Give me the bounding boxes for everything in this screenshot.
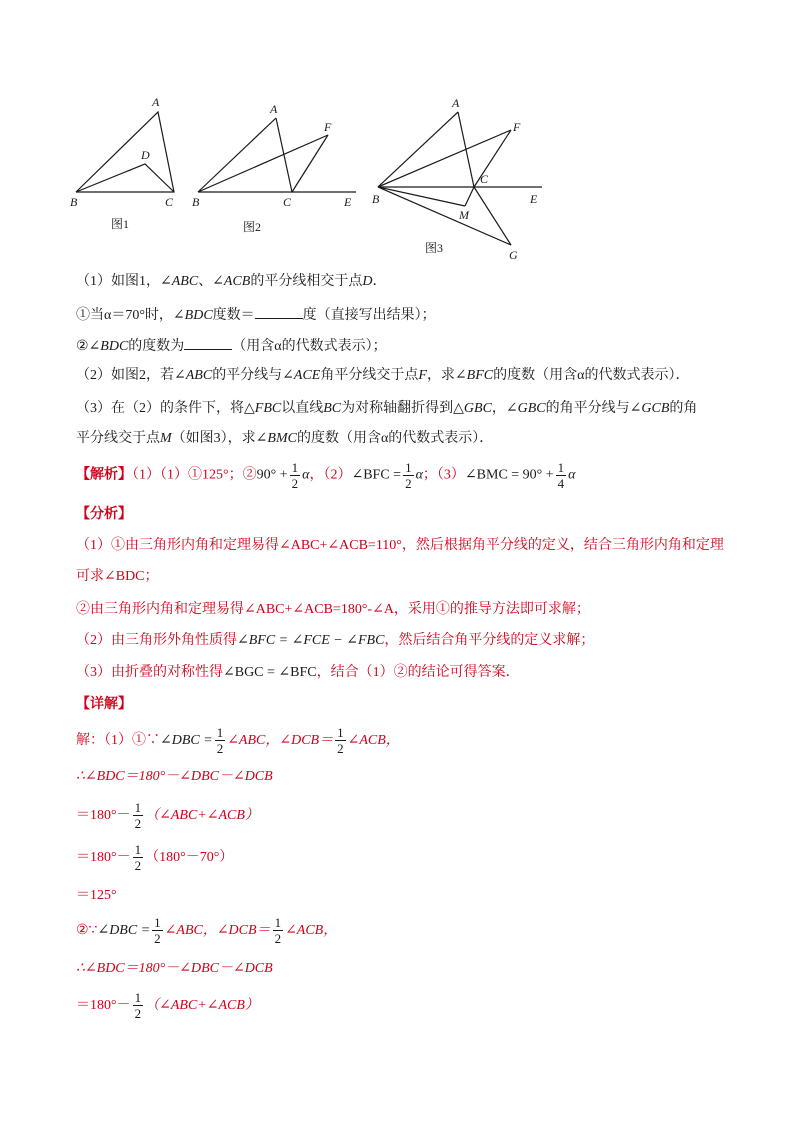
text: （2）如图2，若∠ [76,368,186,383]
text: 为对称轴翻折得到△ [341,401,464,416]
text: 的度数为 [128,339,185,354]
math: α [415,467,423,483]
label-g-fig3: G [509,248,518,262]
line-ac-fig2 [276,118,292,192]
numerator: 1 [557,460,565,475]
label-e-fig2: E [344,195,352,209]
label-c-fig2: C [283,195,292,209]
denominator: 2 [134,1006,142,1022]
fraction [335,725,346,756]
text: 的平分线与∠ [212,368,294,383]
denominator: 2 [134,816,142,832]
text: 的角 [669,401,698,416]
fraction [152,915,163,946]
denominator: 2 [154,931,161,947]
question-1-2 [76,335,387,356]
text: ∠ACB， [347,733,400,748]
fraction [403,460,414,491]
line-ba-fig2 [198,118,276,192]
label-c-fig1: C [165,195,174,209]
text: BDC [100,339,129,354]
math: ∠BFC = ∠FCE − ∠FBC [237,633,385,648]
fraction [290,460,301,491]
answer-tag: 【解析】 [76,467,132,483]
detail-line-7: ∴∠BDC＝180°－∠DBC－∠DCB [76,961,273,976]
text: 的度数（用含α的代数式表示）． [296,431,494,446]
label-f-fig2: F [324,120,332,134]
question-1-1 [76,304,436,325]
text: BC [323,401,342,416]
line-bm-fig3 [378,187,465,206]
text: GCB [641,401,670,416]
detail-line-6 [76,915,337,947]
text: ． [372,274,387,289]
caption-fig3: 图3 [425,241,444,255]
fraction [133,842,144,873]
question-1 [76,273,387,291]
math: α [302,467,310,483]
label-b-fig3: B [372,192,380,206]
analysis-line-2: 可求∠BDC； [76,569,159,584]
detail-line-1 [76,725,400,757]
line-ba-fig3 [378,112,458,187]
detail-line-8 [76,990,259,1022]
text: （3）由折叠的对称性得 [76,665,223,680]
answer-blank [255,304,303,319]
text: 以直线 [281,401,324,416]
text: ①当α＝70°时，∠ [76,308,185,323]
numerator: 1 [337,725,344,741]
text: 的度数（用含α的代数式表示）． [493,368,690,383]
text: （如图3），求∠ [171,431,268,446]
label-e-fig3: E [530,192,538,206]
detail-line-5: ＝125° [76,888,117,903]
numerator: 1 [274,915,282,931]
detail-line-4 [76,842,233,874]
numerator: 1 [134,800,142,816]
text: M [160,431,172,446]
text: ，求∠ [426,368,467,383]
line-mc-fig3 [465,187,474,206]
question-3-a [76,400,697,418]
text: （∠ABC+∠ACB） [145,998,259,1013]
text: 平分线交于点 [76,431,160,446]
label-f-fig3: F [513,120,521,134]
text: ABC [171,274,199,289]
text: ∠ABC， [227,733,280,748]
text: ∠ABC， [164,923,217,938]
math: 90° + [256,467,288,483]
answer-line [76,460,576,491]
numerator: 1 [134,990,142,1006]
text: （1）（1）①125°；② [132,467,257,483]
denominator: 2 [405,476,412,491]
label-m-fig3: M [459,208,469,222]
text: FBC [254,401,282,416]
math: ∠BFC = [351,467,402,483]
text: GBC [463,401,492,416]
denominator: 2 [274,931,282,947]
label-d-fig1: D [141,148,150,162]
figure-3 [372,96,542,262]
figures-svg [0,0,793,270]
text: 的角平分线与∠ [545,401,642,416]
text: （用含α的代数式表示）； [232,339,387,354]
text: ∠ACB， [285,923,338,938]
analysis-line-5 [76,664,520,682]
text: GBC [517,401,546,416]
text: BMC [267,431,297,446]
denominator: 2 [337,741,344,757]
line-bg-fig3 [378,187,511,245]
text: （2）由三角形外角性质得 [76,633,237,648]
question-2 [76,367,689,385]
label-b-fig2: B [192,195,200,209]
numerator: 1 [154,915,161,931]
text: ，结合（1）②的结论可得答案． [316,665,520,680]
text: ＝180°－ [76,850,131,865]
text: ＝180°－ [76,808,131,823]
fraction [556,460,567,491]
analysis-line-1: （1）①由三角形内角和定理易得∠ABC+∠ACB=110°，然后根据角平分线的定义，结合三角形内角和定理 [76,538,724,553]
text: ＝180°－ [76,998,131,1013]
answer-blank [184,335,232,350]
label-a-fig3: A [452,96,460,110]
text: （180°－70°） [145,850,234,865]
detail-line-3 [76,800,259,832]
text: 角平分线交于点 [320,368,419,383]
caption-fig1: 图1 [111,217,130,231]
label-a-fig1: A [152,95,160,109]
text: （1）如图1，∠ [76,274,172,289]
label-a-fig2: A [270,102,278,116]
text: 解：（1）①∵ [76,733,160,748]
fraction [133,990,144,1021]
text: （3）在（2）的条件下，将△ [76,401,255,416]
denominator: 4 [557,476,565,491]
math: ∠DBC = [97,923,151,938]
label-b-fig1: B [70,195,78,209]
text: ∠DCB＝ [279,733,334,748]
text: （∠ABC+∠ACB） [145,808,259,823]
figure-2 [192,102,356,234]
line-bf-fig3 [378,130,511,187]
text: ②∠ [76,339,101,354]
triangle-abc-fig1 [76,112,174,192]
line-bf-fig2 [198,135,328,192]
text: ；（3） [422,467,465,483]
text: 、∠ [198,274,224,289]
numerator: 1 [134,842,142,858]
denominator: 2 [291,476,299,491]
fraction [133,800,144,831]
analysis-line-4 [76,632,594,650]
text: ②∵ [76,923,98,938]
text: ，（2） [309,467,352,483]
question-3-b [76,430,493,448]
label-c-fig3: C [480,172,489,186]
math: ∠DBC = [160,733,213,748]
math: ∠BMC = 90° + [464,467,554,483]
figure-1 [70,95,174,231]
line-cf-fig2 [292,135,328,192]
text: ABC [185,368,213,383]
text: BFC [466,368,494,383]
numerator: 1 [291,460,299,475]
text: 度（直接写出结果）； [302,308,436,323]
analysis-line-3: ②由三角形内角和定理易得∠ABC+∠ACB=180°-∠A，采用①的推导方法即可求解； [76,602,590,617]
numerator: 1 [216,725,224,741]
text: ，∠ [491,401,518,416]
denominator: 2 [134,858,142,874]
text: BDC [184,308,213,323]
text: ，然后结合角平分线的定义求解； [384,633,595,648]
analysis-tag: 【分析】 [76,507,132,522]
detail-tag: 【详解】 [76,697,132,712]
text: D [362,274,373,289]
math: α [568,467,576,483]
caption-fig2: 图2 [243,220,262,234]
math: ∠BGC = ∠BFC [223,665,317,680]
text: ∠DCB＝ [216,923,271,938]
text: ACE [293,368,321,383]
numerator: 1 [405,460,412,475]
text: ACB [223,274,251,289]
text: 的平分线相交于点 [250,274,363,289]
text: F [418,368,427,383]
fraction [273,915,284,946]
detail-line-2: ∴∠BDC＝180°－∠DBC－∠DCB [76,769,273,784]
text: 度数＝ [212,308,255,323]
fraction [215,725,226,756]
denominator: 2 [216,741,224,757]
